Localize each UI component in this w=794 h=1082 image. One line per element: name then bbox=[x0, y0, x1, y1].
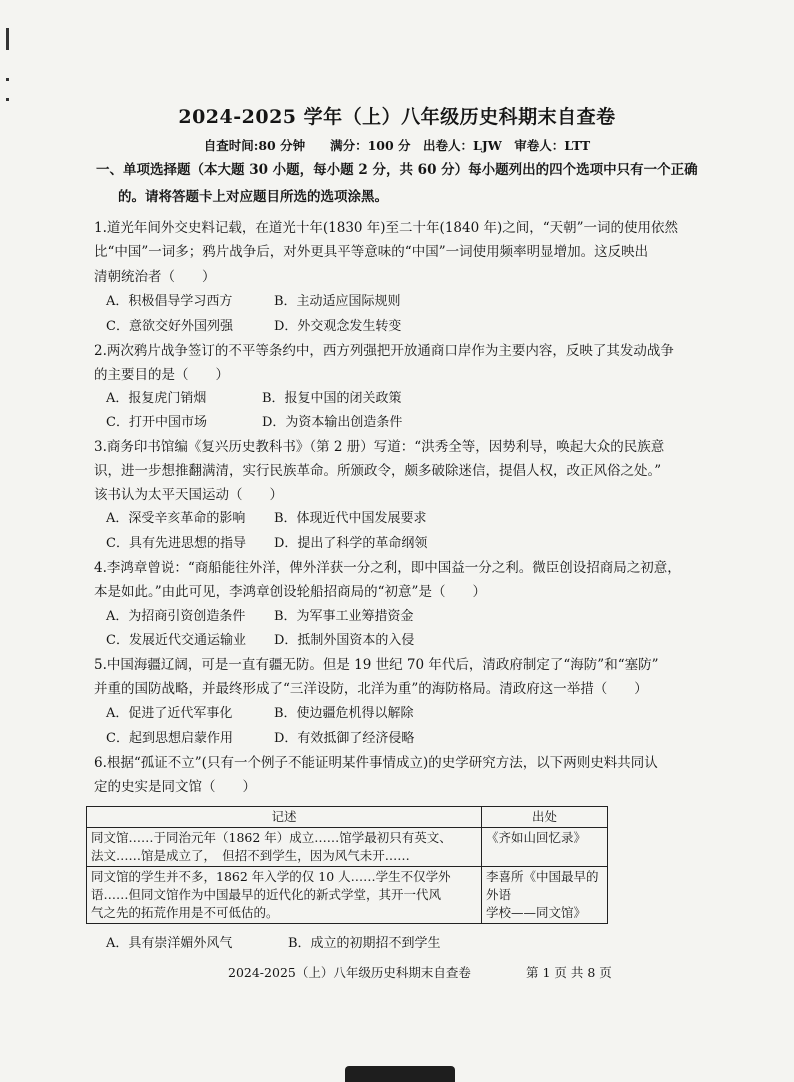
option-c: C．意欲交好外国列强 bbox=[106, 319, 233, 334]
question-4-text: 4.李鸿章曾说：“商船能往外洋，俾外洋获一分之利，即中国益一分之利。微臣创设招商局之初意， bbox=[94, 560, 681, 576]
option-c: C．具有先进思想的指导 bbox=[106, 536, 246, 551]
question-1-text: 清朝统治者（ ） bbox=[94, 269, 216, 285]
option-b: B．成立的初期招不到学生 bbox=[288, 936, 441, 951]
option-b: B．为军事工业筹措资金 bbox=[274, 609, 414, 624]
scan-mark bbox=[6, 78, 9, 81]
option-a: A．积极倡导学习西方 bbox=[106, 294, 233, 309]
table-row bbox=[87, 828, 608, 867]
table-cell-source bbox=[482, 867, 608, 924]
cell-line: 法文……馆是成立了， 但招不到学生，因为风气未开…… bbox=[91, 848, 410, 863]
option-a: A．为招商引资创造条件 bbox=[106, 609, 246, 624]
option-b: B．主动适应国际规则 bbox=[274, 294, 401, 309]
source-table bbox=[86, 806, 608, 924]
footer-page-number: 第 1 页 共 8 页 bbox=[526, 965, 612, 980]
option-c: C．起到思想启蒙作用 bbox=[106, 731, 233, 746]
table-cell-source bbox=[482, 828, 608, 867]
cell-line: 李喜所《中国最早的外语 bbox=[486, 869, 599, 902]
question-6-text: 6.根据“孤证不立”(只有一个例子不能证明某件事情成立)的史学研究方法，以下两则史料共同认 bbox=[94, 755, 658, 771]
exam-title: 2024-2025 学年（上）八年级历史科期末自查卷 bbox=[178, 106, 616, 128]
option-a: A．促进了近代军事化 bbox=[106, 706, 233, 721]
question-6-text: 定的史实是同文馆（ ） bbox=[94, 779, 256, 795]
option-b: B．体现近代中国发展要求 bbox=[274, 511, 427, 526]
option-a: A．报复虎门销烟 bbox=[106, 391, 207, 406]
question-3-text: 3.商务印书馆编《复兴历史教科书》（第 2 册）写道：“洪秀全等，因势利导，唤起大众的民族意 bbox=[94, 439, 665, 455]
option-a: A．深受辛亥革命的影响 bbox=[106, 511, 246, 526]
scan-mark bbox=[6, 98, 9, 101]
option-b: B．报复中国的闭关政策 bbox=[262, 391, 402, 406]
option-b: B．使边疆危机得以解除 bbox=[274, 706, 414, 721]
option-d: D．外交观念发生转变 bbox=[274, 319, 402, 334]
question-1-text: 比“中国”一词多；鸦片战争后，对外更具平等意味的“中国”一词使用频率明显增加。这反映出 bbox=[94, 244, 649, 260]
option-d: D．为资本输出创造条件 bbox=[262, 415, 403, 430]
scan-mark bbox=[6, 28, 9, 50]
table-header-source: 出处 bbox=[482, 807, 608, 828]
cell-line: 气之先的拓荒作用是不可低估的。 bbox=[91, 905, 279, 920]
option-c: C．打开中国市场 bbox=[106, 415, 207, 430]
table-header-row bbox=[87, 807, 608, 828]
option-a: A．具有崇洋媚外风气 bbox=[106, 936, 233, 951]
option-d: D．抵制外国资本的入侵 bbox=[274, 633, 415, 648]
question-3-text: 该书认为太平天国运动（ ） bbox=[94, 487, 283, 503]
question-4-text: 本是如此。”由此可见，李鸿章创设轮船招商局的“初意”是（ ） bbox=[94, 584, 486, 600]
cell-line: 《齐如山回忆录》 bbox=[486, 830, 587, 845]
question-5-text: 并重的国防战略，并最终形成了“三洋设防，北洋为重”的海防格局。清政府这一举措（ ） bbox=[94, 681, 648, 697]
table-cell-record bbox=[87, 867, 482, 924]
cell-line: 学校——同文馆》 bbox=[486, 905, 587, 920]
scan-blot bbox=[345, 1066, 455, 1082]
footer-title: 2024-2025（上）八年级历史科期末自查卷 bbox=[228, 965, 471, 980]
question-1-text: 1.道光年间外交史料记载，在道光十年(1830 年)至二十年(1840 年)之间，“天朝”一词的使用依然 bbox=[94, 220, 679, 236]
cell-line: 语……但同文馆作为中国最早的近代化的新式学堂，其开一代风 bbox=[91, 887, 442, 902]
question-3-text: 识，进一步想推翻满清，实行民族革命。所颁政令，颇多破除迷信，提倡人权，改正风俗之处。” bbox=[94, 463, 662, 479]
exam-info: 自查时间:80 分钟 满分：100 分 出卷人：LJW 审卷人：LTT bbox=[203, 138, 591, 153]
question-2-text: 的主要目的是（ ） bbox=[94, 367, 229, 383]
table-header-record: 记述 bbox=[87, 807, 482, 828]
option-c: C．发展近代交通运输业 bbox=[106, 633, 246, 648]
question-2-text: 2.两次鸦片战争签订的不平等条约中，西方列强把开放通商口岸作为主要内容，反映了其发动战争 bbox=[94, 343, 674, 359]
option-d: D．提出了科学的革命纲领 bbox=[274, 536, 428, 551]
table-row bbox=[87, 867, 608, 924]
table-cell-record bbox=[87, 828, 482, 867]
question-5-text: 5.中国海疆辽阔，可是一直有疆无防。但是 19 世纪 70 年代后，清政府制定了“海防”和“塞防” bbox=[94, 657, 659, 673]
cell-line: 同文馆……于同治元年（1862 年）成立……馆学最初只有英文、 bbox=[91, 830, 452, 845]
cell-line: 同文馆的学生并不多，1862 年入学的仅 10 人……学生不仅学外 bbox=[91, 869, 451, 884]
option-d: D．有效抵御了经济侵略 bbox=[274, 731, 415, 746]
section-heading: 一、单项选择题（本大题 30 小题，每小题 2 分，共 60 分）每小题列出的四个选项中只有一个正确 bbox=[96, 162, 698, 178]
section-heading-cont: 的。请将答题卡上对应题目所选的选项涂黑。 bbox=[118, 189, 388, 205]
